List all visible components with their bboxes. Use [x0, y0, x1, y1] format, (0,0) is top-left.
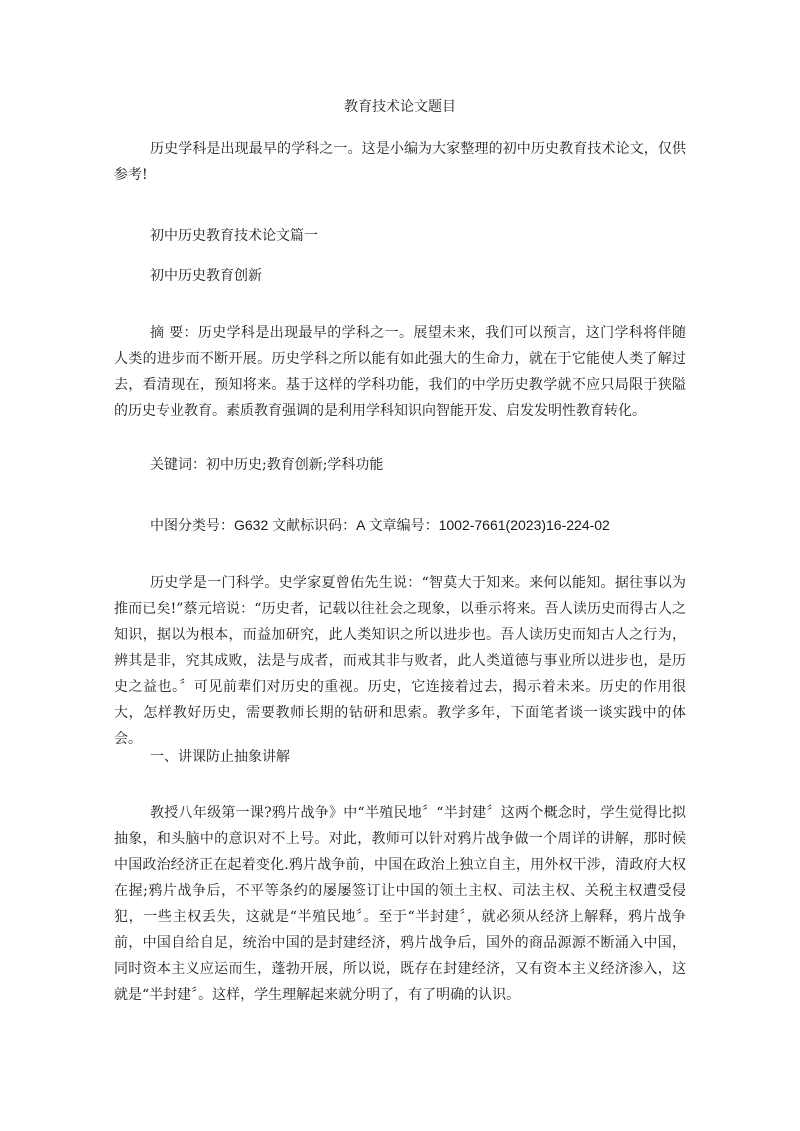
body-paragraph-1: 历史学是一门科学。史学家夏曾佑先生说：“智莫大于知来。来何以能知。据往事以为推而已矣!”蔡元培说：“历史者，记载以往社会之现象，以垂示将来。吾人读历史而得古人之知识，据以为根本，而益加研究，此人类知识之所以进步也。吾人读历史而知古人之行为，辨其是非，究其成败，法是与成者，而戒其非与败者，此人类道德与事业所以进步也，是历史之益也。〞可见前辈们对历史的重视。历史，它连接着过去，揭示着未来。历史的作用很大，怎样教好历史，需要教师长期的钻研和思索。教学多年，下面笔者谈一谈实践中的体会。: [114, 575, 686, 747]
body-paragraph-2: 教授八年级第一课?鸦片战争》中“半殖民地〞“半封建〞这两个概念时，学生觉得比拟抽象，和头脑中的意识对不上号。对此，教师可以针对鸦片战争做一个周详的讲解，那时候中国政治经济正在起着变化.鸦片战争前，中国在政治上独立自主，用外权干涉，清政府大权在握;鸦片战争后，不平等条约的屡屡签订让中国的领土主权、司法主权、关税主权遭受侵犯，一些主权丢失，这就是“半殖民地〞。至于“半封建〞，就必须从经济上解释，鸦片战争前，中国自给自足，统治中国的是封建经济，鸦片战争后，国外的商品源源不断涌入中国，同时资本主义应运而生，蓬勃开展，所以说，既存在封建经济，又有资本主义经济渗入，这就是“半封建〞。这样，学生理解起来就分明了，有了明确的认识。: [114, 805, 686, 1003]
section-heading-1: 一、讲课防止抽象讲解: [150, 749, 290, 765]
intro-paragraph: 历史学科是出现最早的学科之一。这是小编为大家整理的初中历史教育技术论文，仅供参考!: [114, 141, 686, 183]
keywords-line: 关键词：初中历史;教育创新;学科功能: [150, 457, 384, 473]
abstract-paragraph: 摘 要：历史学科是出现最早的学科之一。展望未来，我们可以预言，这门学科将伴随人类的进步而不断开展。历史学科之所以能有如此强大的生命力，就在于它能使人类了解过去，看清现在，预知将来。基于这样的学科功能，我们的中学历史教学就不应只局限于狭隘的历史专业教育。素质教育强调的是利用学科知识向智能开发、启发发明性教育转化。: [114, 325, 686, 419]
section-title: 初中历史教育技术论文篇一: [150, 228, 318, 244]
classification-line: 中图分类号：G632 文献标识码：A 文章编号：1002-7661(2023)16-224-02: [150, 517, 610, 533]
article-title: 初中历史教育创新: [150, 268, 262, 284]
document-title: 教育技术论文题目: [344, 99, 456, 115]
